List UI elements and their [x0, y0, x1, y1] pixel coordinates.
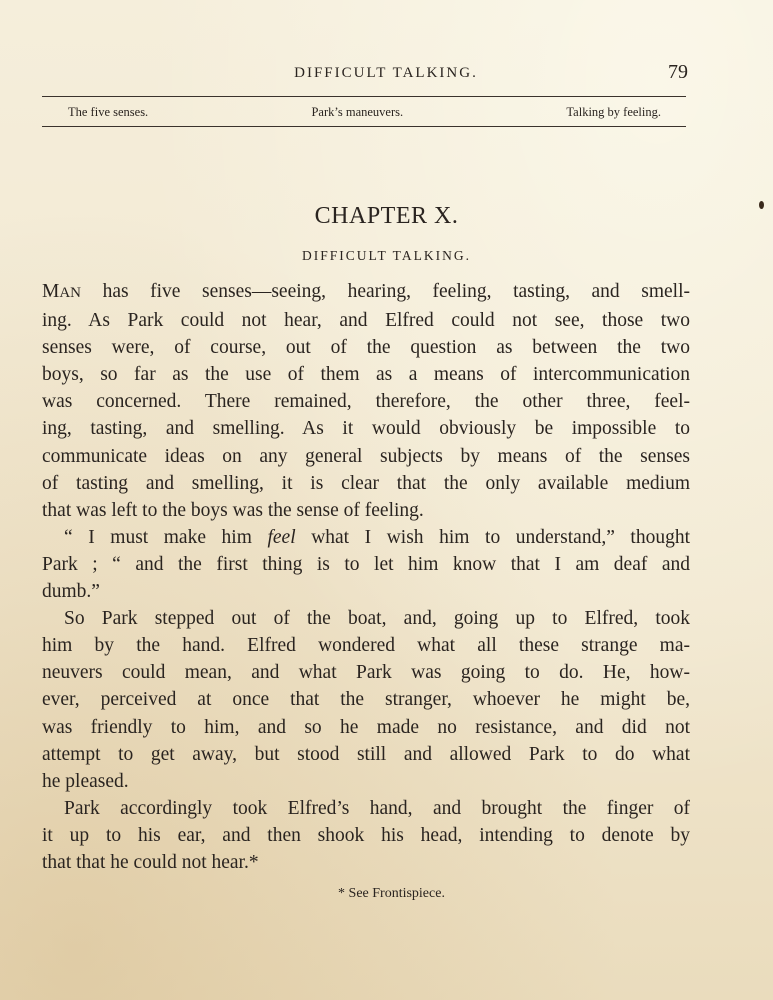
line-text: has five senses—seeing, hearing, feeling, tasting, and smell-: [81, 281, 690, 302]
paragraph-line: that that he could not hear.*: [42, 851, 259, 873]
chapter-number: CHAPTER X.: [314, 203, 459, 229]
paragraph-line: was concerned. There remained, therefore, the other three, feel-: [42, 391, 690, 413]
running-head: [42, 61, 690, 87]
paragraph-line: ing. As Park could not hear, and Elfred could not see, those two: [42, 310, 690, 332]
running-title: DIFFICULT TALKING.: [294, 65, 478, 81]
paragraph-line: he pleased.: [42, 770, 129, 792]
chapter-title: DIFFICULT TALKING.: [302, 248, 471, 263]
drop-word-cap: M: [42, 281, 60, 302]
drop-word-rest: AN: [59, 285, 82, 301]
quote-text: what I wish him to understand,” thought: [295, 526, 690, 548]
paragraph-line: Park accordingly took Elfred’s hand, and brought the finger of: [64, 797, 690, 819]
page-number: 79: [668, 61, 688, 83]
header-rule-bottom: [42, 126, 686, 127]
topic-heading: The five senses.: [68, 105, 149, 119]
paragraph-line: him by the hand. Elfred wondered what all these strange ma-: [42, 635, 690, 657]
header-rule-top: [42, 96, 686, 97]
paragraph-line: communicate ideas on any general subjects by means of the senses: [42, 445, 690, 467]
body-text: [42, 278, 690, 876]
paragraph-line: [42, 278, 690, 307]
paragraph-line: dumb.”: [42, 581, 100, 603]
paragraph-line: Park ; “ and the first thing is to let him know that I am deaf and: [42, 553, 690, 575]
topic-heading: Talking by feeling.: [566, 105, 661, 119]
topic-headings: [68, 105, 661, 120]
footnote: * See Frontispiece.: [338, 886, 445, 901]
paragraph-line: So Park stepped out of the boat, and, going up to Elfred, took: [64, 608, 690, 630]
paragraph-line: boys, so far as the use of them as a means of intercommunication: [42, 364, 690, 386]
emphasis-text: feel: [267, 526, 296, 548]
paragraph-line: ing, tasting, and smelling. As it would obviously be impossible to: [42, 418, 690, 440]
paragraph-line: it up to his ear, and then shook his head, intending to denote by: [42, 824, 690, 846]
paragraph-line: was friendly to him, and so he made no resistance, and did not: [42, 716, 690, 738]
paragraph-line: neuvers could mean, and what Park was going to do. He, how-: [42, 662, 690, 684]
paragraph-line: that was left to the boys was the sense of feeling.: [42, 499, 424, 521]
quote-text: “ I must make him: [64, 526, 268, 548]
paragraph-line: senses were, of course, out of the question as between the two: [42, 337, 690, 359]
topic-heading: Park’s maneuvers.: [311, 105, 404, 119]
paragraph-line: attempt to get away, but stood still and allowed Park to do what: [42, 743, 690, 765]
paragraph-line: [42, 524, 690, 551]
paragraph-line: of tasting and smelling, it is clear that the only available medium: [42, 472, 690, 494]
paragraph-line: ever, perceived at once that the stranger, whoever he might be,: [42, 689, 690, 711]
